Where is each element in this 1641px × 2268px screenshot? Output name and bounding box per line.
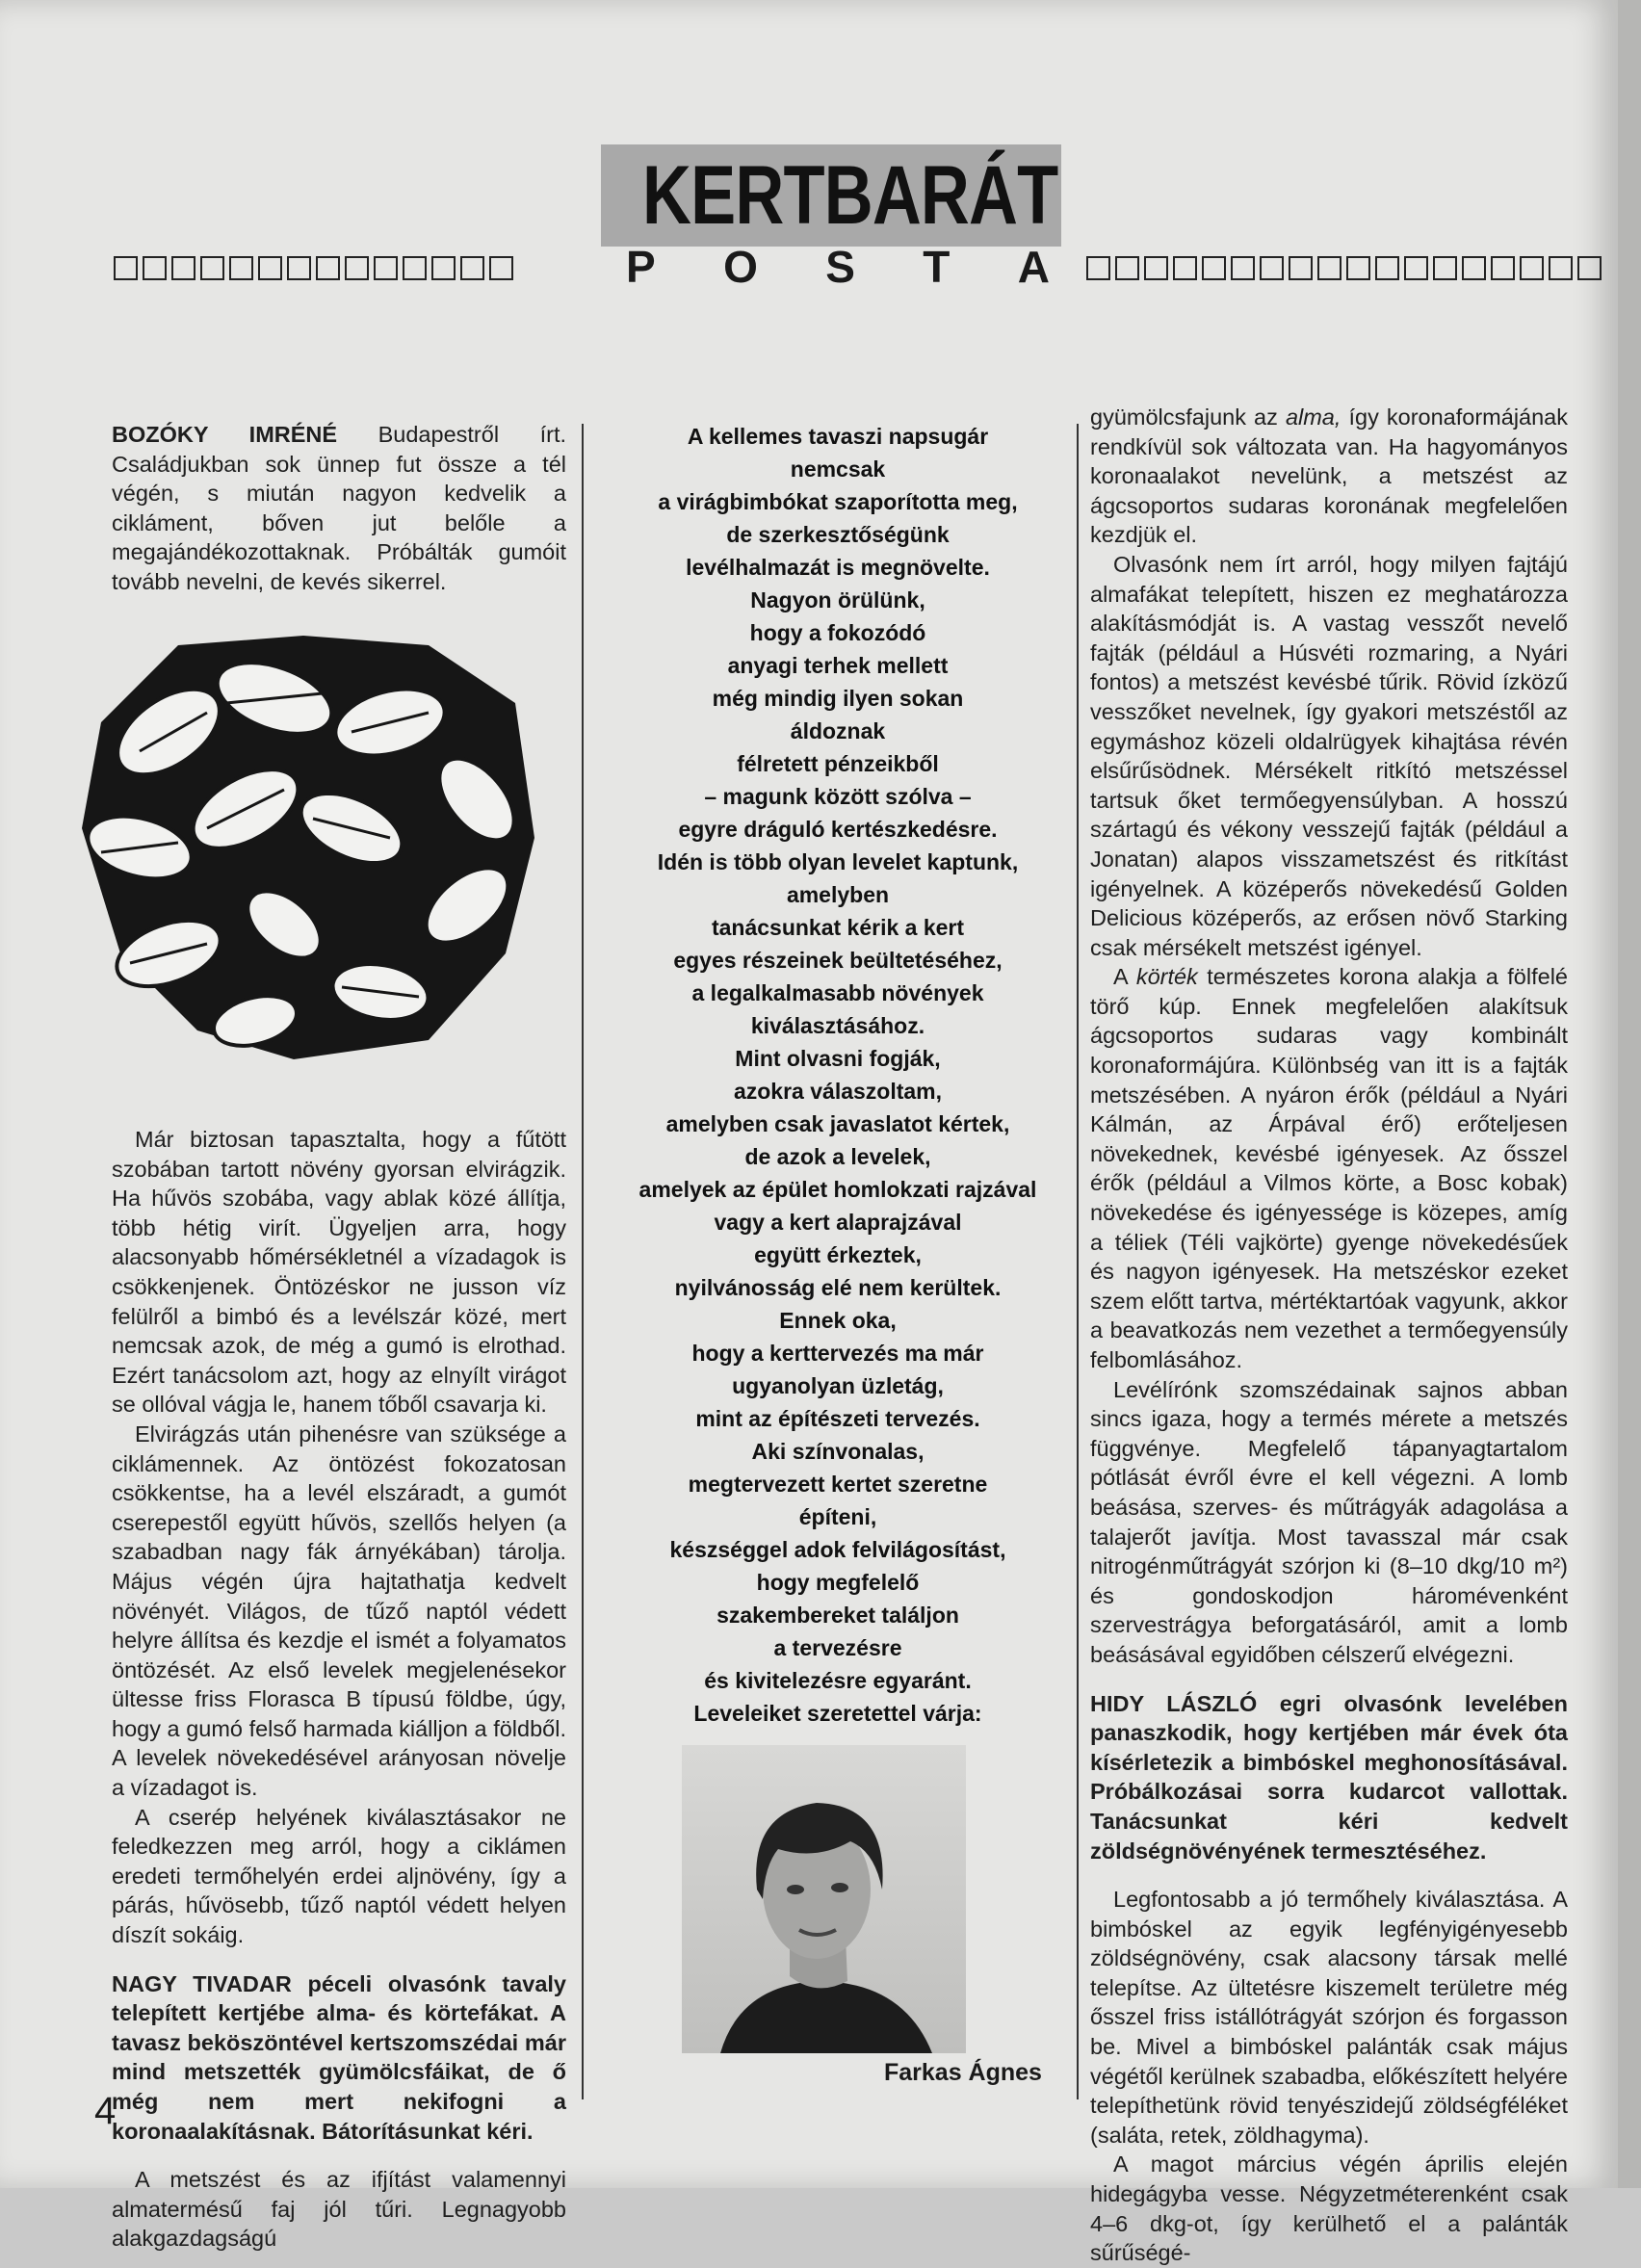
editor-note-line: amelyben: [786, 882, 890, 907]
editor-note: [597, 420, 1079, 1730]
answer-paragraph: Levélírónk szomszédainak sajnos abban sincs igaza, hogy a termés mérete a metszés függvénye. Megfelelő tápanyagtartalom pótlását évről évre el kell végezni. A lomb beásása, szerves- és műtrágyák adagolása a talajerőt javítja. Most tavasszal már csak nitrogénműtrágyát szórjon ki (8–10 dkg/10 m²) és gondoskodjon háromévenként szervestrágya beforgatásáról, amit a lomb beásásával egyidőben célszerű elvégezni.: [1090, 1376, 1568, 1667]
decorative-box: [345, 256, 369, 280]
editor-note-line: megtervezett kertet szeretne: [688, 1472, 988, 1497]
editor-note-line: kiválasztásához.: [750, 1013, 925, 1038]
editor-note-line: Nagyon örülünk,: [750, 587, 925, 613]
author-photo: [682, 1745, 966, 2053]
editor-note-line: tanácsunkat kérik a kert: [711, 915, 965, 940]
masthead: [601, 144, 1061, 247]
decorative-box: [316, 256, 340, 280]
editor-note-line: de szerkesztőségünk: [726, 522, 950, 547]
editor-note-line: Idén is több olyan levelet kaptunk,: [657, 849, 1019, 874]
decorative-box: [171, 256, 195, 280]
decorative-box: [1375, 256, 1399, 280]
answer-paragraph: Legfontosabb a jó termőhely kiválasztása. A bimbóskel az egyik legfényigényesebb zöldségnövény, csak alacsony társak mellé telepítse. Az ültetésre kiszemelt területre még ősszel friss istállótrágyát szórjon és forgasson be. Mivel a bimbóskel palánták csak május végétől kerülnek szabadba, előkészített helyére telepíthetünk rövid tenyészidejű zöldségféléket (saláta, retek, zöldhagyma).: [1090, 1887, 1568, 2148]
decorative-box: [1144, 256, 1168, 280]
editor-note-line: Ennek oka,: [779, 1308, 897, 1333]
editor-note-line: nyilvánosság elé nem kerültek.: [674, 1275, 1002, 1300]
decorative-box: [1202, 256, 1226, 280]
editor-note-line: a legalkalmasabb növények: [691, 980, 984, 1005]
reader-name: NAGY TIVADAR: [112, 1970, 292, 1996]
editor-note-line: egyre dráguló kertészkedésre.: [678, 817, 998, 842]
question-text: egri olvasónk levelében panaszkodik, hogy kertjében már évek óta kísérletezik a bimbóskel meghonosításával. Próbálkozásai sorra kudarcot vallottak. Tanácsunkat kéri kedvelt zöldségnövényének termesztéséhez.: [1090, 1690, 1568, 1864]
cyclamen-illustration: [63, 607, 544, 1069]
decorative-box: [1346, 256, 1370, 280]
decorative-box: [114, 256, 138, 280]
editor-note-line: még mindig ilyen sokan: [712, 686, 964, 711]
editor-note-line: azokra válaszoltam,: [733, 1079, 943, 1104]
decorative-box: [460, 256, 484, 280]
decorative-box: [1491, 256, 1515, 280]
editor-note-line: Aki színvonalas,: [751, 1439, 925, 1464]
answer-paragraph: [1090, 962, 1568, 1374]
column-divider: [582, 424, 584, 2099]
subtitle-letter: S: [825, 242, 855, 292]
decorative-box: [1115, 256, 1139, 280]
editor-note-line: a virágbimbókat szaporította meg,: [658, 489, 1018, 514]
text-run: A: [1113, 964, 1136, 990]
editor-note-line: mint az építészeti tervezés.: [695, 1406, 980, 1431]
page-title: KERTBARÁT: [642, 149, 1058, 242]
editor-note-line: nemcsak: [790, 456, 886, 482]
editor-note-line: Leveleiket szeretettel várja:: [693, 1701, 982, 1726]
text-run: így koronaformájának rendkívül sok változata van. Ha hagyományos koronaalakot nevelünk, a metszést az ágcsoportos sudaras koronának megfelelően kezdjük el.: [1090, 404, 1569, 548]
answer-paragraph: A magot március végén április elején hidegágyba vesse. Négyzetméterenként csak 4–6 dkg-ot, így kerülhető el a palánták sűrűségé-: [1090, 2151, 1568, 2266]
decorative-box: [287, 256, 311, 280]
decorative-box: [431, 256, 456, 280]
decorative-box: [1231, 256, 1255, 280]
text-run: gyümölcsfajunk az: [1090, 404, 1286, 430]
left-column-body: [112, 1125, 566, 2254]
editor-note-line: levélhalmazát is megnövelte.: [686, 555, 990, 580]
editor-note-line: áldoznak: [790, 718, 886, 743]
decorative-box: [200, 256, 224, 280]
editor-note-line: a tervezésre: [773, 1635, 902, 1660]
decorative-box: [403, 256, 427, 280]
decorative-box: [1173, 256, 1197, 280]
editor-note-line: amelyek az épület homlokzati rajzával: [638, 1177, 1037, 1202]
decorative-box: [1577, 256, 1602, 280]
answer-paragraph: Olvasónk nem írt arról, hogy milyen fajtájú almafákat telepített, hiszen ez meghatározza alakításmódját is. A vastag vesszőt nevelő fajták (például a Húsvéti rozmaring, a Nyári fontos) a metszést kevésbé tűrik. Rövid ízközű vesszőket nevelnek, így gyakori metszéstől az egymáshoz közeli oldalrügyek kihajtása révén elsűrűsödnek. Mérsékelt ritkító metszéssel tartsuk őket termőegyensúlyban. A hosszú szártagú és vékony vesszejű fajták (például a Jonatan) alapos visszametszést és ritkítást igényelnek. A középerős növekedésű Golden Delicious középerős, az erősen növő Starking csak mérsékelt metszést igényel.: [1090, 551, 1568, 960]
editor-note-line: hogy a kerttervezés ma már: [691, 1341, 984, 1366]
decorative-box: [229, 256, 253, 280]
editor-note-line: félretett pénzeikből: [737, 751, 939, 776]
question-3: [1090, 1689, 1568, 1866]
editor-note-line: hogy megfelelő: [756, 1570, 920, 1595]
right-column: [1090, 403, 1568, 2268]
subtitle: [626, 241, 1050, 293]
decorative-box: [1404, 256, 1428, 280]
decorative-box: [258, 256, 282, 280]
question-2: [112, 1969, 566, 2147]
subtitle-letter: O: [723, 242, 758, 292]
editor-note-line: vagy a kert alaprajzával: [714, 1210, 962, 1235]
decorative-box: [489, 256, 513, 280]
decorative-box: [374, 256, 398, 280]
decorative-box: [1549, 256, 1573, 280]
editor-note-line: készséggel adok felvilágosítást,: [669, 1537, 1006, 1562]
reader-name: HIDY LÁSZLÓ: [1090, 1690, 1258, 1716]
subtitle-letter: T: [923, 242, 951, 292]
editor-note-line: de azok a levelek,: [744, 1144, 931, 1169]
editor-note-line: Mint olvasni fogják,: [735, 1046, 941, 1071]
editor-note-line: együtt érkeztek,: [754, 1242, 922, 1267]
editor-note-line: anyagi terhek mellett: [727, 653, 949, 678]
editor-note-line: amelyben csak javaslatot kértek,: [665, 1111, 1010, 1136]
decorative-box: [1289, 256, 1313, 280]
editor-note-line: és kivitelezésre egyaránt.: [704, 1668, 972, 1693]
editor-note-line: hogy a fokozódó: [749, 620, 926, 645]
decorative-box: [1520, 256, 1544, 280]
editor-note-line: ugyanolyan üzletág,: [732, 1373, 944, 1398]
text-run: alma,: [1285, 404, 1341, 430]
editor-note-line: A kellemes tavaszi napsugár: [687, 424, 989, 449]
subtitle-letter: P: [626, 242, 656, 292]
answer-paragraph: A cserép helyének kiválasztásakor ne feledkezzen meg arról, hogy a ciklámen eredeti termőhelyén erdei aljnövény, így a párás, hűvösebb, tűző naptól védett helyen díszít sokáig.: [112, 1804, 566, 1948]
text-run: természetes korona alakja a fölfelé törő kúp. Ennek megfelelően alakítsuk ágcsoportos sudaras vagy kombinált koronaformájúra. Különbség van itt is a fajták metszésében. A nyáron érők (például a Nyári Kálmán, az Árpával érő) erőteljesen növekednek, kevésbé igényesek. Az ősszel érők (például a Vilmos körte, a Bosc kobak) növekedése és igényessége is közepes, amíg a téliek (Téli vajkörte) gyenge növekedésűek és nagyon igényesek. Ha metszéskor ezeket szem előtt tartva, mértéktartóak vagyunk, akkor a beavatkozás nem vezethet a termőegyensúly felbomlásához.: [1090, 964, 1568, 1372]
decorative-box: [143, 256, 167, 280]
editor-note-line: egyes részeinek beültetéséhez,: [673, 948, 1003, 973]
editor-note-line: építeni,: [798, 1504, 877, 1529]
question-text: Budapestről írt. Családjukban sok ünnep fut össze a tél végén, s miután nagyon kedvelik a cikláment, bőven jut belőle a megajándékozottaknak. Próbálták gumóit tovább nevelni, de kevés sikerrel.: [112, 422, 567, 594]
answer-paragraph: Elvirágzás után pihenésre van szüksége a ciklámennek. Az öntözést fokozatosan csökkentse, ha a levél elszáradt, a gumót cserepestől együtt hűvös, szellős helyen (a szabadban nagy fák árnyékában) tárolja. Május végén újra hajtathatja kedvelt növényét. Világos, de tűző naptól védett helyre állítsa és kezdje el ismét a folyamatos öntözését. Az első levelek megjelenésekor ültesse friss Florasca B típusú földbe, úgy, hogy a gumó felső harmada kiálljon a földből. A levelek növekedésével arányosan növelje a vízadagot is.: [112, 1421, 566, 1801]
decorative-boxes-right: [1086, 256, 1602, 280]
decorative-box: [1086, 256, 1110, 280]
answer-paragraph: [1090, 403, 1568, 550]
decorative-box: [1317, 256, 1341, 280]
answer-paragraph: A metszést és az ifjítást valamennyi almatermésű faj jól tűri. Legnagyobb alakgazdagságú: [112, 2167, 566, 2252]
question-1: [112, 420, 566, 597]
photo-caption: Farkas Ágnes: [884, 2059, 1042, 2086]
page-number: 4: [94, 2090, 117, 2132]
decorative-boxes-left: [114, 256, 513, 280]
page-edge: [1618, 0, 1641, 2188]
decorative-box: [1433, 256, 1457, 280]
decorative-box: [1462, 256, 1486, 280]
text-run: körték: [1135, 964, 1198, 990]
editor-note-line: szakembereket találjon: [716, 1603, 959, 1628]
reader-name: BOZÓKY IMRÉNÉ: [112, 422, 338, 447]
left-column-top: [112, 420, 566, 597]
subtitle-letter: A: [1017, 242, 1050, 292]
answer-paragraph: Már biztosan tapasztalta, hogy a fűtött szobában tartott növény gyorsan elvirágzik. Ha hűvös szobába, vagy ablak közé állítja, több hétig virít. Ügyeljen arra, hogy alacsonyabb hőmérsékletnél a vízadagok is csökkenjenek. Öntözéskor ne jusson víz felülről a bimbó és a levélszár közé, mert nemcsak azok, de még a gumó is elrothad. Ezért tanácsolom azt, hogy az elnyílt virágot se ollóval vágja le, hanem tőből csavarja ki.: [112, 1127, 566, 1418]
question-text: péceli olvasónk tavaly telepített kertjébe alma- és körtefákat. A tavasz beköszöntével kertszomszédai már mind metszették gyümölcsfáikat, de ő még nem mert nekifogni a koronaalakításnak. Bátorításunkat kéri.: [112, 1970, 566, 2144]
editor-note-line: – magunk között szólva –: [704, 784, 972, 809]
decorative-box: [1260, 256, 1284, 280]
